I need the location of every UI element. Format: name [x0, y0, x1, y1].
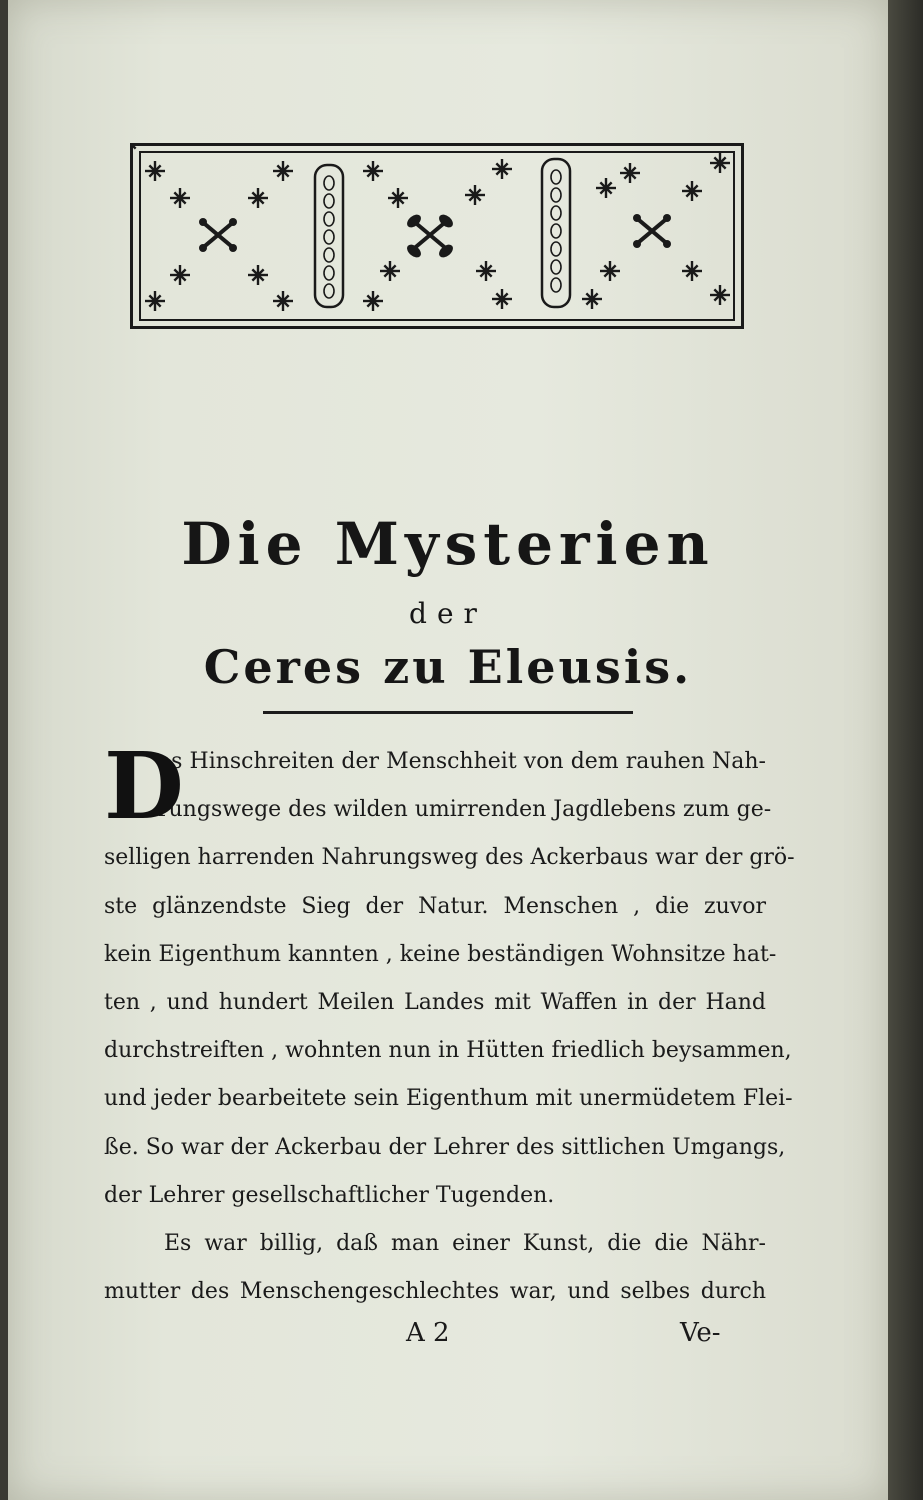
title-divider	[263, 711, 633, 714]
text-line: mutter des Menschengeschlechtes war, und selbes durch	[104, 1279, 766, 1305]
text-line: as Hinschreiten der Menschheit von dem rauhen Nah-	[158, 749, 766, 774]
text-line: selligen harrenden Nahrungsweg des Ackerbaus war der grö-	[104, 845, 795, 871]
text-line: der Lehrer gesellschaftlicher Tugenden.	[104, 1182, 555, 1208]
decorative-headpiece	[130, 143, 744, 329]
drop-cap: D	[104, 732, 184, 840]
text-line: Es war billig, daß man einer Kunst, die die Nähr-	[164, 1230, 766, 1256]
page-title: Die Mysterien	[181, 510, 715, 578]
book-edge	[888, 0, 923, 1500]
text-line: durchstreiften , wohnten nun in Hütten friedlich beysammen,	[104, 1038, 792, 1064]
book-page	[8, 0, 888, 1500]
text-line: ten , und hundert Meilen Landes mit Waffen in der Hand	[104, 989, 766, 1015]
page-subtitle: Ceres zu Eleusis.	[203, 640, 693, 694]
headpiece-ornament-icon	[130, 143, 744, 329]
text-line: rungswege des wilden umirrenden Jagdlebens zum ge-	[158, 797, 772, 823]
text-line: kein Eigenthum kannten , keine beständigen Wohnsitze hat-	[104, 941, 777, 967]
signature-mark: A 2	[406, 1318, 450, 1348]
title-connector: der	[409, 597, 487, 630]
text-line: ße. So war der Ackerbau der Lehrer des sittlichen Umgangs,	[104, 1134, 786, 1160]
text-line: ste glänzendste Sieg der Natur. Menschen , die zuvor	[104, 893, 766, 919]
catchword: Ve-	[680, 1318, 721, 1348]
text-line: und jeder bearbeitete sein Eigenthum mit unermüdetem Flei-	[104, 1086, 793, 1112]
body-text	[104, 732, 795, 1316]
page-footer	[8, 1318, 888, 1358]
